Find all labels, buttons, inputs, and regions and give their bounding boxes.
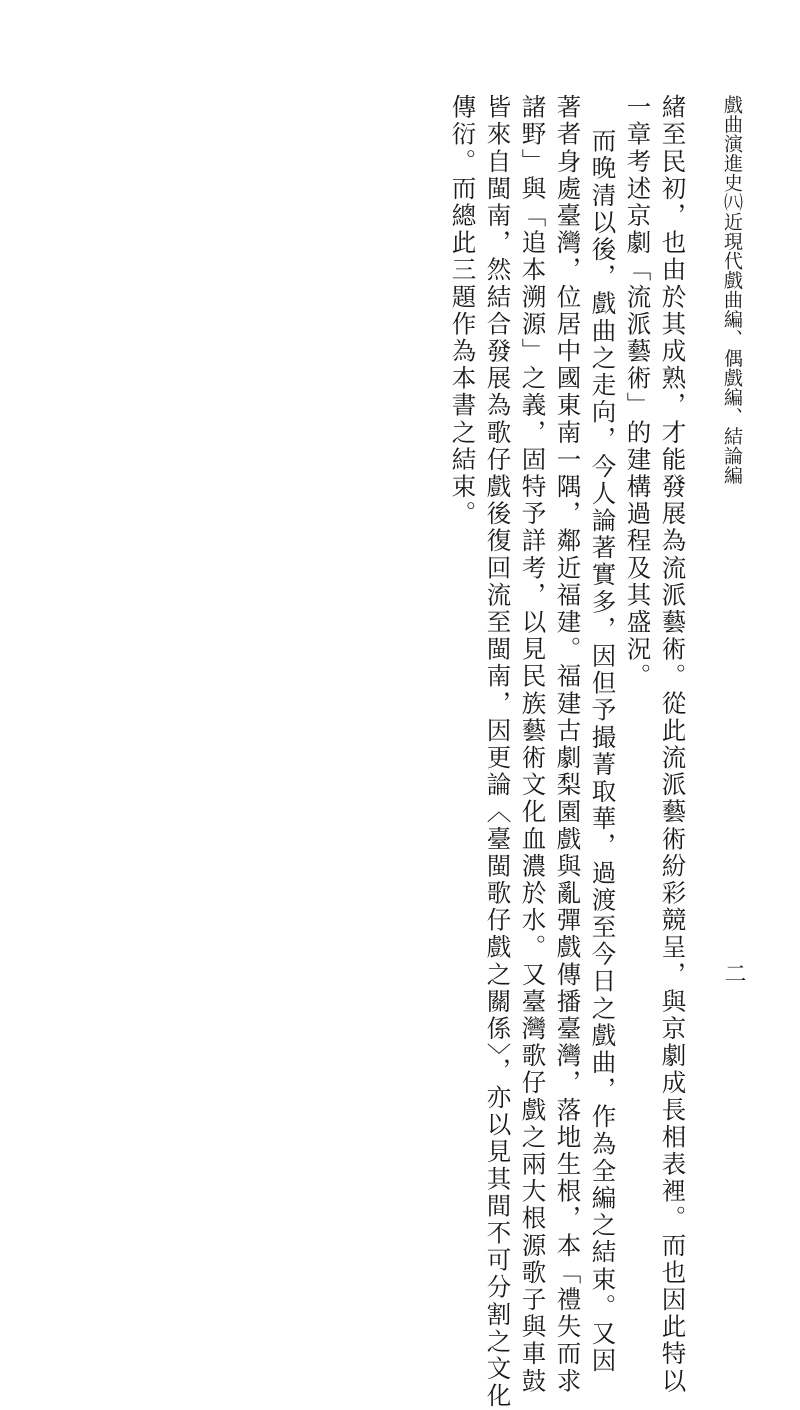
text-column: 諸野」與「追本溯源」之義，固特予詳考，以見民族藝術文化血濃於水。又臺灣歌仔戲之兩大根源歌子與車鼓	[518, 94, 548, 1395]
text-column: 著者身處臺灣，位居中國東南一隅，鄰近福建。福建古劇梨園戲與亂彈戲傳播臺灣，落地生根，本「禮失而求	[553, 94, 583, 1395]
page-number: 二	[721, 962, 746, 984]
text-column: 而晚清以後，戲曲之走向，今人論著實多，因但予撮菁取華，過渡至今日之戲曲，作為全編之結束。又因	[588, 128, 618, 1375]
text-column: 傳衍。而總此三題作為本書之結束。	[448, 94, 478, 528]
text-column: 緒至民初，也由於其成熟，才能發展為流派藝術。從此流派藝術紛彩競呈，與京劇成長相表裡。而也因此特以	[658, 94, 688, 1395]
running-header: 戲曲演進史㈧近現代戲曲編、偶戲編、結論編	[721, 95, 743, 485]
text-column: 皆來自閩南，然結合發展為歌仔戲後復回流至閩南，因更論〈臺閩歌仔戲之關係〉，亦以見其間不可分割之文化	[483, 94, 513, 1410]
text-column: 一章考述京劇「流派藝術」的建構過程及其盛況。	[623, 94, 653, 691]
